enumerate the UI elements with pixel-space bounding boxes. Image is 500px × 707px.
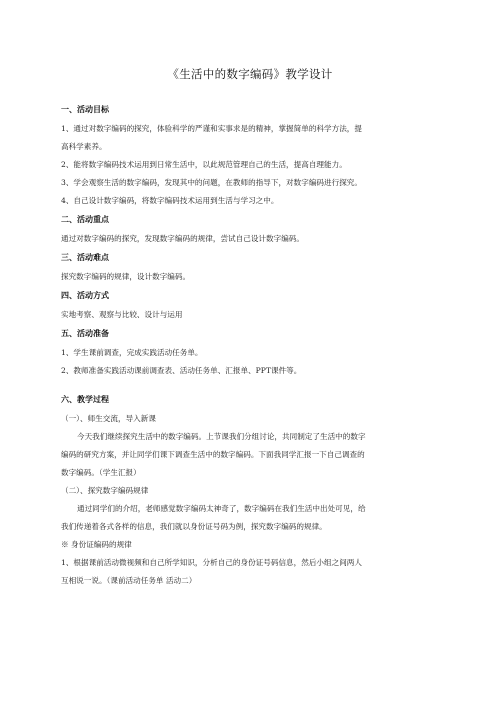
process-part1-line: 数字编码。（学生汇报） [61, 468, 141, 477]
document-title: 《生活中的数字编码》教学设计 [167, 67, 333, 81]
section-heading-methods: 四、活动方式 [61, 291, 109, 300]
section-heading-key-points: 二、活动重点 [61, 215, 109, 224]
section-heading-preparation: 五、活动准备 [61, 329, 109, 338]
goal-line: 高科学素养。 [61, 142, 107, 151]
process-part1-line: 编码的研究方案，并让同学们课下调查生活中的数字编码。下面我同学汇报一下自己调查的 [61, 450, 365, 459]
key-points-text: 通过对数字编码的探究，发现数字编码的规律，尝试自己设计数字编码。 [61, 234, 304, 243]
process-step-line: 1、根据课前活动微视频和自己所学知识，分析自己的身份证号码信息，然后小组之间两人 [61, 558, 362, 567]
preparation-line: 1、学生课前调查，完成实践活动任务单。 [61, 348, 203, 357]
difficulties-text: 探究数字编码的规律，设计数字编码。 [61, 272, 191, 281]
section-heading-process: 六、教学过程 [61, 395, 109, 404]
goal-line: 3、学会观察生活的数字编码，发现其中的问题，在教师的指导下，对数字编码进行探究。 [61, 178, 362, 187]
preparation-line: 2、教师准备实践活动课前调查表、活动任务单、汇报单、PPT课件等。 [61, 366, 302, 375]
process-part1-line: 今天我们继续探究生活中的数字编码。上节课我们分组讨论，共同制定了生活中的数字 [77, 432, 366, 441]
process-part2-line: 我们传递着各式各样的信息，我们就以身份证号码为例，探究数字编码的规律。 [61, 522, 327, 531]
process-part2-line: 通过同学们的介绍，老师感觉数字编码太神奇了，数字编码在我们生活中出处可见，给 [77, 504, 366, 513]
process-part1-title: （一）、师生交流，导入新课 [61, 414, 156, 423]
process-part2-title: （二）、探究数字编码规律 [61, 486, 149, 495]
section-heading-difficulties: 三、活动难点 [61, 253, 109, 262]
goal-line: 2、能将数字编码技术运用到日常生活中，以此规范管理自己的生活，提高自理能力。 [61, 160, 347, 169]
document-body [61, 104, 449, 590]
process-step-line: 互相说一说。（课前活动任务单 活动二） [61, 576, 197, 585]
methods-text: 实地考察、观察与比较、设计与运用 [61, 310, 183, 319]
goal-line: 1、通过对数字编码的探究，体验科学的严谨和实事求是的精神，掌握简单的科学方法，提 [61, 124, 362, 133]
goal-line: 4、自己设计数字编码，将数字编码技术运用到生活与学习之中。 [61, 196, 279, 205]
id-code-note: ※ 身份证编码的规律 [61, 540, 132, 549]
section-heading-goals: 一、活动目标 [61, 105, 109, 114]
